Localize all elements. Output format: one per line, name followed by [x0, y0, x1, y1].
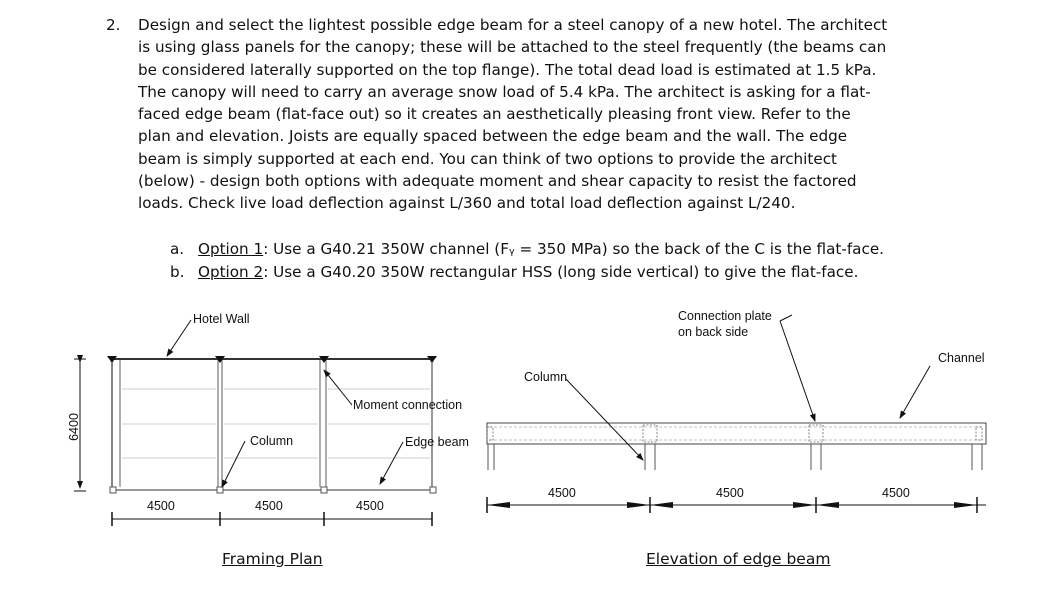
option-a-text: : Use a G40.21 350W channel (Fᵧ = 350 MPa) so the back of the C is the flat-face. — [263, 240, 885, 258]
option-b-text: : Use a G40.20 350W rectangular HSS (long side vertical) to give the flat-face. — [263, 263, 859, 281]
elevation-drawing — [487, 315, 986, 513]
edge-beam-elevation — [487, 423, 986, 444]
channel-label: Channel — [938, 351, 985, 365]
framing-plan-caption: Framing Plan — [222, 550, 323, 568]
elevation-caption: Elevation of edge beam — [646, 550, 831, 568]
connection-plates — [487, 425, 982, 442]
hotel-wall-label: Hotel Wall — [193, 312, 250, 326]
elevation-leaders — [566, 321, 930, 460]
elevation-column-label: Column — [524, 370, 568, 384]
question-number: 2. — [106, 16, 121, 34]
plan-column-label: Column — [250, 434, 294, 448]
question-text: Design and select the lightest possible edge beam for a steel canopy of a new hotel. The architect is using glass panels for the canopy; these will be attached to the steel frequently (the beams can be considered laterally supported on the top flange). The total dead load is estimated at 1.5 kPa. The canopy will need to carry an average snow load of 5.4 kPa. The architect is asking for a flat-faced edge beam (flat-face out) so it creates an aesthetically pleasing front view. Refer to the plan and elevation. Joists are equally spaced between the edge beam and the wall. The edge beam is simply supported at each end. You can think of two options to provide the architect (below) - design both options with adequate moment and shear capacity to resist the factored loads. Check live load deflection against L/360 and total load deflection against L/240. — [138, 16, 888, 213]
framing-plan-drawing — [74, 320, 437, 526]
plan-span-dim-3: 4500 — [356, 499, 384, 513]
elevation-columns — [488, 444, 982, 470]
plan-depth-dim: 6400 — [66, 413, 81, 441]
elevation-span-dim-1: 4500 — [548, 486, 576, 500]
option-b-label: Option 2 — [198, 263, 264, 281]
plan-span-dim-2: 4500 — [255, 499, 283, 513]
moment-connection-label: Moment connection — [353, 398, 463, 412]
elevation-span-dim-2: 4500 — [716, 486, 744, 500]
connection-plate-label: Connection plate on back side — [678, 309, 772, 339]
plan-span-dim-1: 4500 — [147, 499, 175, 513]
elevation-span-dim-3: 4500 — [882, 486, 910, 500]
edge-beam-label: Edge beam — [405, 435, 469, 449]
option-a-label: Option 1 — [198, 240, 264, 258]
option-b-letter: b. — [170, 263, 185, 281]
option-a-letter: a. — [170, 240, 185, 258]
